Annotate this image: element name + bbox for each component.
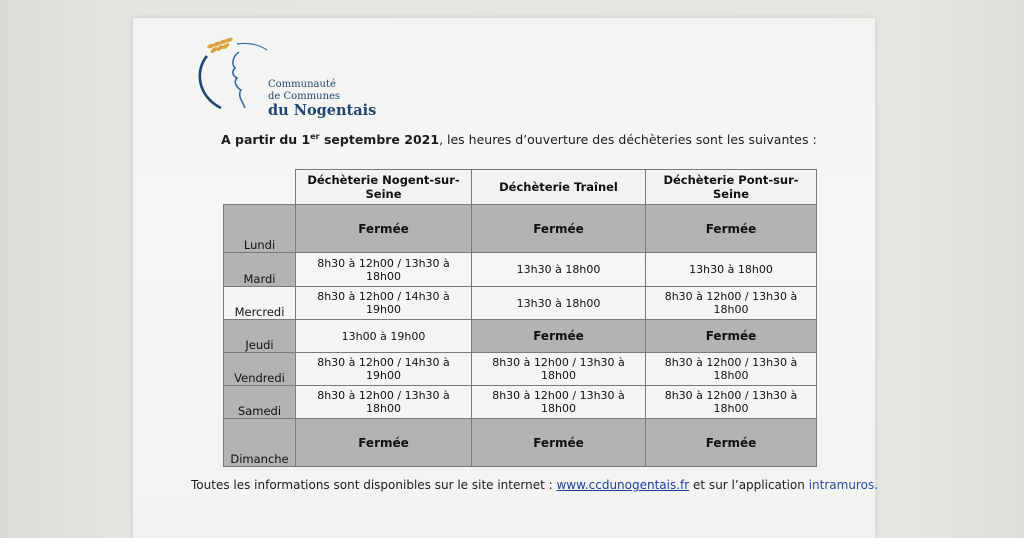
day-cell: Mercredi — [224, 287, 296, 320]
hours-cell: 13h30 à 18h00 — [646, 253, 817, 287]
logo-emblem-icon — [193, 34, 273, 114]
hours-cell: Fermée — [646, 205, 817, 253]
table-row — [224, 386, 817, 419]
logo — [193, 34, 383, 119]
footer-text: Toutes les informations sont disponibles sur le site internet : — [191, 478, 557, 492]
logo-text-line3: du Nogentais — [268, 102, 377, 119]
hours-cell: Fermée — [646, 320, 817, 353]
header-pont: Déchèterie Pont-sur-Seine — [646, 170, 817, 205]
hours-cell: Fermée — [646, 419, 817, 467]
intro-sup: er — [310, 132, 320, 141]
day-cell: Lundi — [224, 205, 296, 253]
opening-hours-table — [223, 169, 817, 467]
hours-cell: 13h00 à 19h00 — [296, 320, 472, 353]
table-header-row — [224, 170, 817, 205]
hours-cell: 8h30 à 12h00 / 14h30 à 19h00 — [296, 353, 472, 386]
hours-cell: 8h30 à 12h00 / 13h30 à 18h00 — [472, 353, 646, 386]
hours-cell: 13h30 à 18h00 — [472, 287, 646, 320]
app-name: intramuros. — [808, 478, 879, 492]
table-row — [224, 253, 817, 287]
intro-date: septembre 2021 — [319, 132, 440, 148]
table-row — [224, 287, 817, 320]
day-cell: Dimanche — [224, 419, 296, 467]
hours-cell: 8h30 à 12h00 / 13h30 à 18h00 — [646, 386, 817, 419]
intro-sentence — [221, 132, 817, 147]
hours-cell: Fermée — [296, 419, 472, 467]
day-cell: Samedi — [224, 386, 296, 419]
logo-text-line1: Communauté — [268, 79, 336, 90]
hours-cell: 8h30 à 12h00 / 13h30 à 18h00 — [472, 386, 646, 419]
hours-cell: Fermée — [472, 320, 646, 353]
table-row — [224, 205, 817, 253]
hours-cell: 13h30 à 18h00 — [472, 253, 646, 287]
table-row — [224, 320, 817, 353]
document-page — [133, 18, 879, 538]
table-row — [224, 419, 817, 467]
header-trainel: Déchèterie Traînel — [472, 170, 646, 205]
hours-cell: 8h30 à 12h00 / 13h30 à 18h00 — [646, 287, 817, 320]
header-corner — [224, 170, 296, 205]
hours-cell: 8h30 à 12h00 / 13h30 à 18h00 — [296, 386, 472, 419]
hours-cell: Fermée — [296, 205, 472, 253]
hours-cell: 8h30 à 12h00 / 13h30 à 18h00 — [646, 353, 817, 386]
intro-rest: , les heures d’ouverture des déchèteries sont les suivantes : — [439, 132, 817, 148]
day-cell: Jeudi — [224, 320, 296, 353]
website-link[interactable]: www.ccdunogentais.fr — [556, 478, 690, 492]
hours-cell: 8h30 à 12h00 / 14h30 à 19h00 — [296, 287, 472, 320]
table-row — [224, 353, 817, 386]
footer-note — [191, 478, 878, 492]
day-cell: Vendredi — [224, 353, 296, 386]
day-cell: Mardi — [224, 253, 296, 287]
hours-cell: Fermée — [472, 419, 646, 467]
logo-text-line2: de Communes — [268, 91, 341, 102]
intro-prefix: A partir du 1 — [221, 132, 311, 148]
hours-cell: Fermée — [472, 205, 646, 253]
hours-cell: 8h30 à 12h00 / 13h30 à 18h00 — [296, 253, 472, 287]
footer-middle: et sur l’application — [689, 478, 809, 492]
header-nogent: Déchèterie Nogent-sur-Seine — [296, 170, 472, 205]
